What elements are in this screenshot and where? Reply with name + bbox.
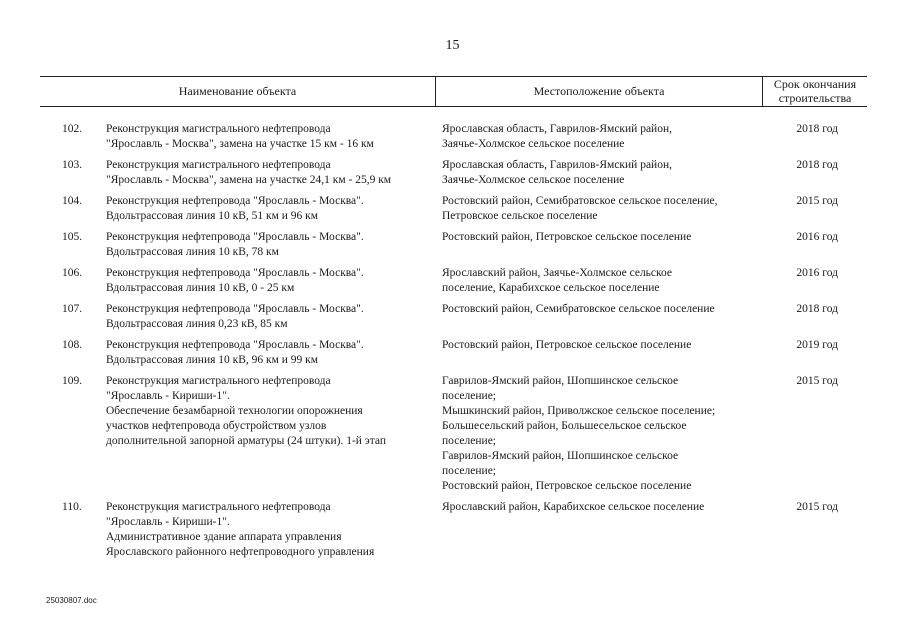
table-row <box>0 230 905 266</box>
object-name-line: дополнительной запорной арматуры (24 штуки). 1-й этап <box>106 435 387 447</box>
object-location-line: Ярославская область, Гаврилов-Ямский район, <box>442 123 672 135</box>
object-location-line: Ростовский район, Петровское сельское поселение <box>442 231 692 243</box>
table-row <box>0 302 905 338</box>
object-name <box>106 302 436 332</box>
object-name <box>106 122 436 152</box>
table-body <box>0 122 905 566</box>
completion-year: 2019 год <box>796 339 838 351</box>
object-name <box>106 266 436 296</box>
object-name-line: Реконструкция нефтепровода "Ярославль - Москва". <box>106 339 364 351</box>
row-number: 109. <box>62 375 83 387</box>
table-header-bottom-rule <box>40 106 867 107</box>
object-name-line: Реконструкция нефтепровода "Ярославль - Москва". <box>106 231 364 243</box>
object-location-line: Мышкинский район, Приволжское сельское поселение; <box>442 405 716 417</box>
table-row <box>0 374 905 500</box>
object-name-line: Вдольтрассовая линия 10 кВ, 0 - 25 км <box>106 282 295 294</box>
object-location <box>442 500 772 515</box>
object-location-line: Ярославская область, Гаврилов-Ямский район, <box>442 159 672 171</box>
object-name-line: Реконструкция магистрального нефтепровода <box>106 375 331 387</box>
table-row <box>0 338 905 374</box>
completion-year: 2018 год <box>796 303 838 315</box>
object-location-line: поселение, Карабихское сельское поселение <box>442 282 660 294</box>
object-name <box>106 338 436 368</box>
object-name <box>106 230 436 260</box>
table-row <box>0 500 905 566</box>
row-number: 103. <box>62 159 83 171</box>
object-location <box>442 302 772 317</box>
object-name-line: "Ярославль - Москва", замена на участке 24,1 км - 25,9 км <box>106 174 392 186</box>
row-number: 108. <box>62 339 83 351</box>
object-name <box>106 158 436 188</box>
object-location <box>442 266 772 296</box>
object-location-line: Заячье-Холмское сельское поселение <box>442 174 625 186</box>
object-name-line: Вдольтрассовая линия 0,23 кВ, 85 км <box>106 318 288 330</box>
object-location-line: поселение; <box>442 390 496 402</box>
object-location <box>442 122 772 152</box>
header-deadline <box>763 76 867 106</box>
object-name-line: Административное здание аппарата управления <box>106 531 342 543</box>
object-location-line: Гаврилов-Ямский район, Шопшинское сельское <box>442 375 679 387</box>
object-name-line: Реконструкция магистрального нефтепровода <box>106 123 331 135</box>
header-deadline-line2: строительства <box>778 91 852 105</box>
completion-year: 2015 год <box>796 195 838 207</box>
object-name-line: "Ярославль - Кириши-1". <box>106 390 230 402</box>
page-number: 15 <box>445 38 460 53</box>
object-location-line: Ярославский район, Заячье-Холмское сельское <box>442 267 673 279</box>
object-name-line: Реконструкция нефтепровода "Ярославль - Москва". <box>106 195 364 207</box>
object-name <box>106 194 436 224</box>
row-number: 104. <box>62 195 83 207</box>
object-name-line: Ярославского районного нефтепроводного управления <box>106 546 375 558</box>
object-location-line: поселение; <box>442 465 496 477</box>
object-name-line: Реконструкция магистрального нефтепровода <box>106 159 331 171</box>
completion-year: 2015 год <box>796 501 838 513</box>
object-location-line: поселение; <box>442 435 496 447</box>
row-number: 105. <box>62 231 83 243</box>
object-location-line: Ростовский район, Семибратовское сельское поселение, <box>442 195 718 207</box>
completion-year: 2016 год <box>796 267 838 279</box>
row-number: 110. <box>62 501 82 513</box>
object-location-line: Ростовский район, Семибратовское сельское поселение <box>442 303 715 315</box>
object-location-line: Гаврилов-Ямский район, Шопшинское сельское <box>442 450 679 462</box>
header-location: Местоположение объекта <box>533 84 665 98</box>
row-number: 102. <box>62 123 83 135</box>
object-location <box>442 374 772 494</box>
object-name-line: Вдольтрассовая линия 10 кВ, 51 км и 96 км <box>106 210 319 222</box>
object-name <box>106 500 436 560</box>
object-location-line: Ярославский район, Карабихское сельское поселение <box>442 501 705 513</box>
object-name-line: Обеспечение безамбарной технологии опорожнения <box>106 405 363 417</box>
object-name-line: "Ярославль - Москва", замена на участке 15 км - 16 км <box>106 138 374 150</box>
object-name-line: "Ярославль - Кириши-1". <box>106 516 230 528</box>
object-name-line: Реконструкция нефтепровода "Ярославль - Москва". <box>106 267 364 279</box>
table-row <box>0 158 905 194</box>
object-location <box>442 230 772 245</box>
completion-year: 2016 год <box>796 231 838 243</box>
object-name-line: Реконструкция нефтепровода "Ярославль - Москва". <box>106 303 364 315</box>
object-name <box>106 374 436 449</box>
completion-year: 2018 год <box>796 159 838 171</box>
object-name-line: Реконструкция магистрального нефтепровода <box>106 501 331 513</box>
object-location-line: Петровское сельское поселение <box>442 210 598 222</box>
row-number: 107. <box>62 303 83 315</box>
header-deadline-line1: Срок окончания <box>773 77 857 91</box>
table-row <box>0 194 905 230</box>
object-location-line: Ростовский район, Петровское сельское поселение <box>442 480 692 492</box>
completion-year: 2015 год <box>796 375 838 387</box>
doc-code: 25030807.doc <box>46 596 97 605</box>
object-location-line: Ростовский район, Петровское сельское поселение <box>442 339 692 351</box>
table-row <box>0 122 905 158</box>
object-location <box>442 338 772 353</box>
object-location-line: Заячье-Холмское сельское поселение <box>442 138 625 150</box>
completion-year: 2018 год <box>796 123 838 135</box>
object-name-line: Вдольтрассовая линия 10 кВ, 96 км и 99 км <box>106 354 319 366</box>
table-row <box>0 266 905 302</box>
header-name: Наименование объекта <box>178 84 297 98</box>
object-name-line: участков нефтепровода обустройством узлов <box>106 420 327 432</box>
row-number: 106. <box>62 267 83 279</box>
object-location-line: Большесельский район, Большесельское сельское <box>442 420 687 432</box>
object-location <box>442 194 772 224</box>
object-name-line: Вдольтрассовая линия 10 кВ, 78 км <box>106 246 279 258</box>
object-location <box>442 158 772 188</box>
